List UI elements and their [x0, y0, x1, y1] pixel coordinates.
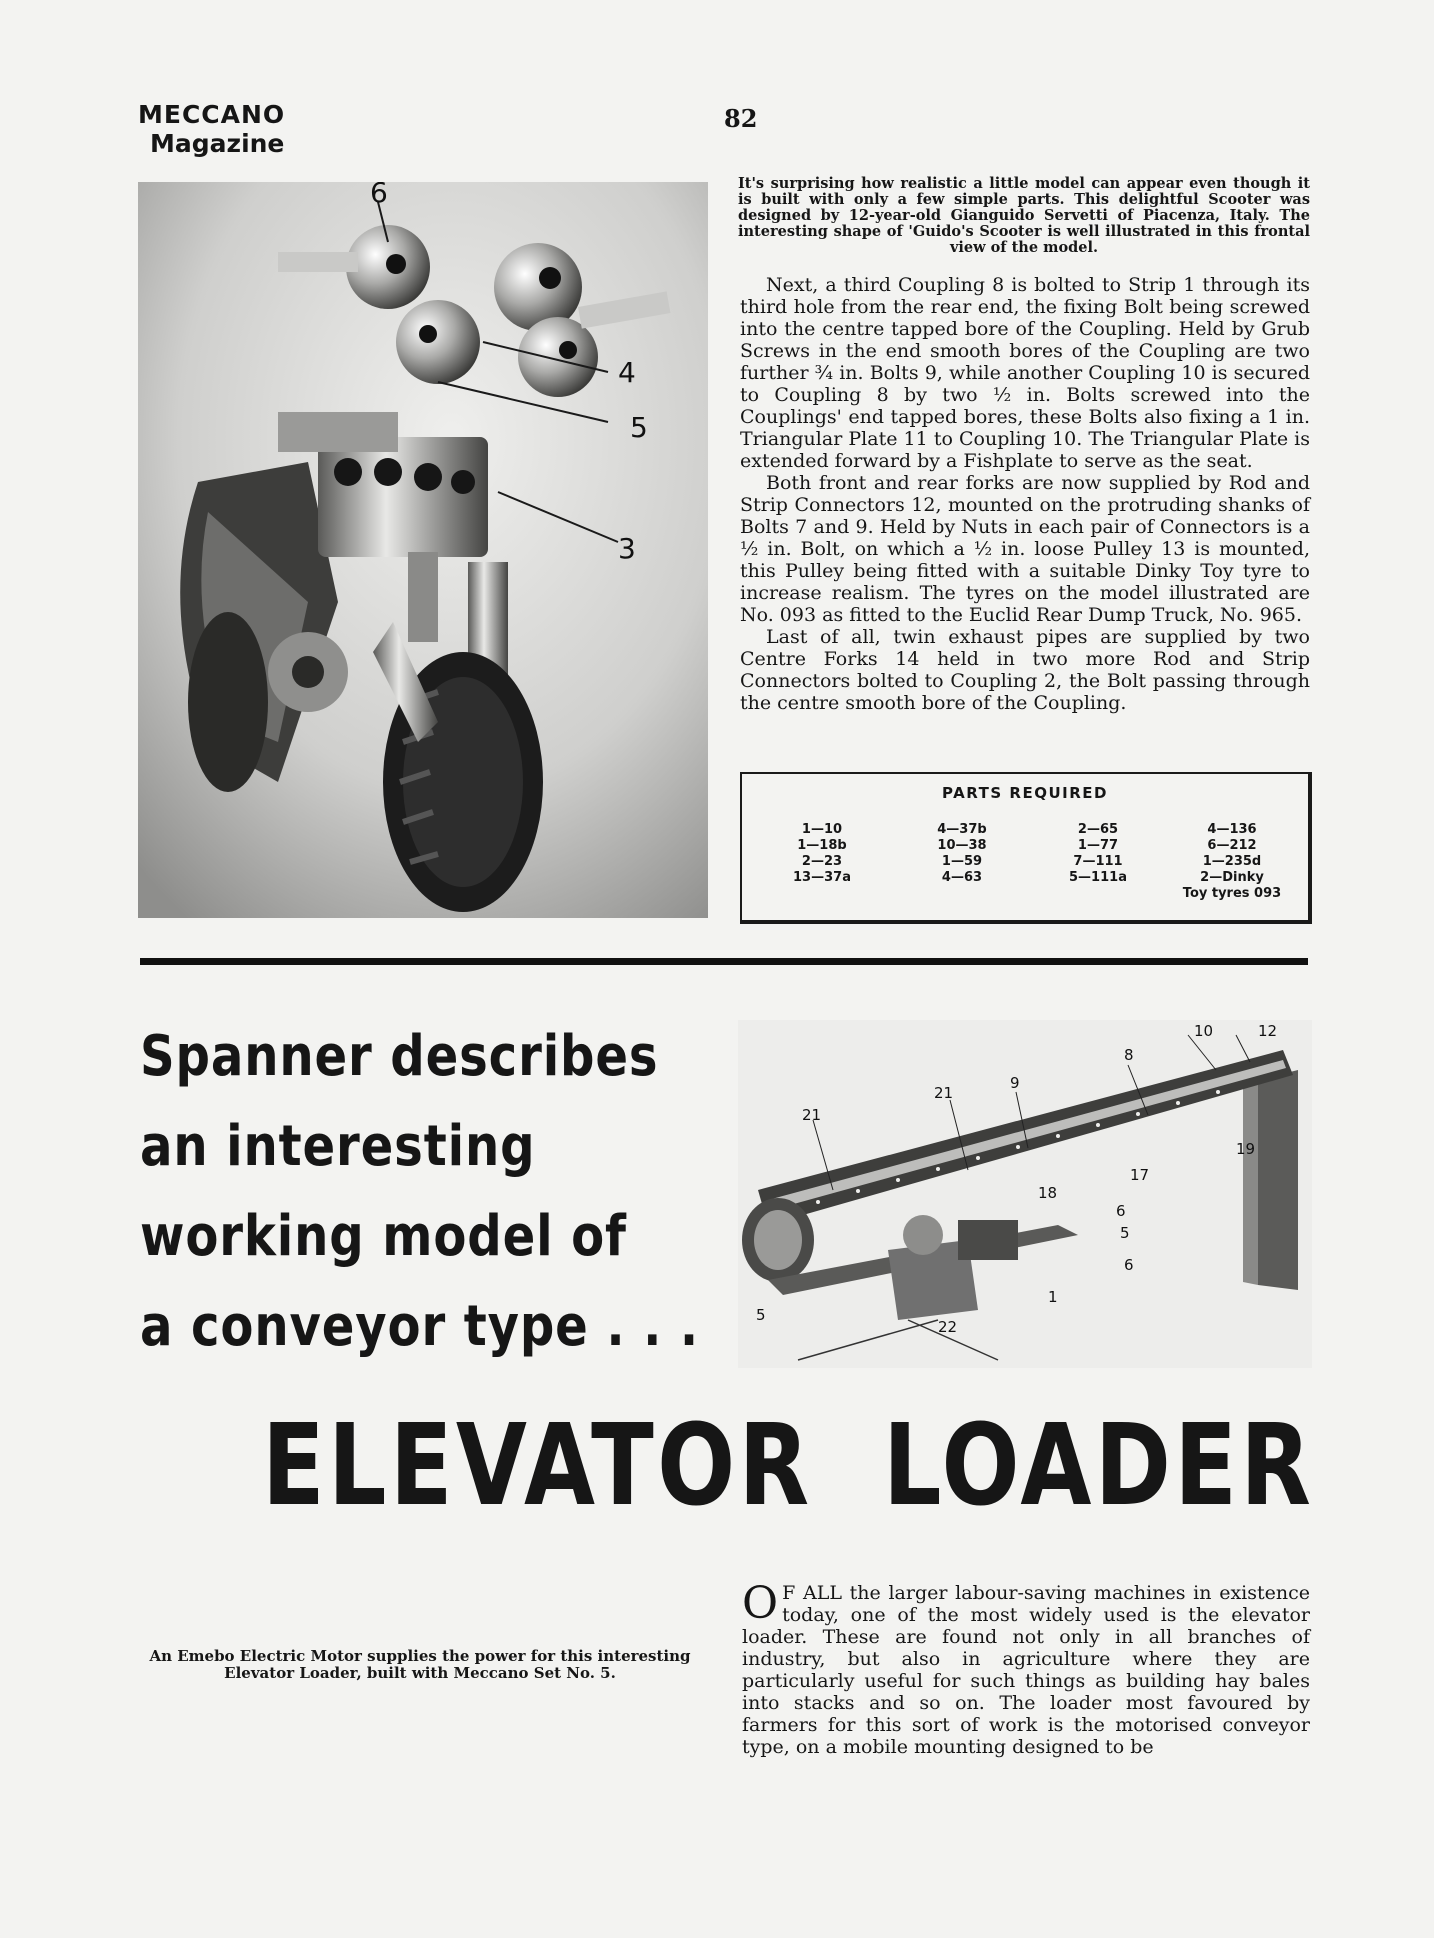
drop-cap: O [742, 1578, 779, 1629]
headline-line: working model of [140, 1204, 627, 1269]
part-entry: 13—37a [793, 870, 851, 885]
part-entry: 4—136 [1207, 822, 1257, 837]
part-entry: 4—63 [941, 870, 983, 885]
article-body [740, 274, 1310, 714]
parts-column [1058, 822, 1138, 886]
part-entry: 2—Dinky [1200, 870, 1264, 885]
intro-paragraph [742, 1578, 1310, 1758]
part-entry: 7—111 [1073, 854, 1123, 869]
scooter-label: 3 [618, 532, 636, 565]
body-paragraph: Both front and rear forks are now supplied by Rod and Strip Connectors 12, mounted on the protruding shanks of Bolts 7 and 9. Held by Nuts in each pair of Connectors is a ½ in. Bolt, on which a ½ in. loose Pulley 13 is mounted, this Pulley being fitted with a suitable Dinky Toy tyre to increase realism. The tyres on the model illustrated are No. 093 as fitted to the Euclid Rear Dump Truck, No. 965. [740, 472, 1310, 626]
masthead-title: MECCANO [138, 100, 286, 129]
conveyor-label: 12 [1258, 1022, 1278, 1040]
conveyor-label: 17 [1130, 1166, 1150, 1184]
conveyor-label: 18 [1038, 1184, 1058, 1202]
conveyor-label: 10 [1194, 1022, 1214, 1040]
conveyor-label: 19 [1236, 1140, 1256, 1158]
parts-title: PARTS REQUIRED [942, 784, 1108, 802]
conveyor-label: 6 [1116, 1202, 1126, 1220]
parts-column [1162, 822, 1302, 902]
parts-column [922, 822, 1002, 886]
conveyor-label: 6 [1124, 1256, 1134, 1274]
conveyor-label: 21 [802, 1106, 822, 1124]
scooter-label: 6 [370, 182, 388, 209]
part-entry: 5—111a [1069, 870, 1127, 885]
part-entry: 1—59 [941, 854, 983, 869]
conveyor-label: 1 [1048, 1288, 1058, 1306]
part-entry: 4—37b [937, 822, 987, 837]
conveyor-label: 5 [1120, 1224, 1130, 1242]
conveyor-caption: An Emebo Electric Motor supplies the power for this interesting Elevator Loader, built with Meccano Set No. 5. [149, 1647, 691, 1682]
conveyor-label: 8 [1124, 1046, 1134, 1064]
scooter-photo [138, 182, 708, 918]
part-entry: 1—235d [1202, 854, 1262, 869]
part-entry: 1—77 [1077, 838, 1119, 853]
intro-text: F ALL the larger labour-saving machines in existence today, one of the most widely used is the elevator loader. These are found not only in all branches of industry, but also in agriculture where they are particularly useful for such things as building hay bales into stacks and so on. The loader most favoured by farmers for this sort of work is the motorised conveyor type, on a mobile mounting designed to be [742, 1582, 1310, 1758]
section-divider [140, 958, 1308, 965]
headline-line: Spanner describes [140, 1024, 659, 1089]
scooter-caption: It's surprising how realistic a little model can appear even though it is built with only a few simple parts. This delightful Scooter was designed by 12-year-old Gianguido Servetti of Piacenza, Italy. The interesting shape of 'Guido's Scooter is well illustrated in this frontal view of the model. [738, 175, 1310, 256]
part-entry: 6—212 [1207, 838, 1257, 853]
conveyor-label: 9 [1010, 1074, 1020, 1092]
parts-required-box [740, 772, 1312, 924]
article-title: ELEVATOR LOADER [262, 1401, 1315, 1531]
parts-column [782, 822, 862, 886]
masthead [138, 100, 285, 158]
masthead-subtitle: Magazine [150, 129, 285, 158]
part-entry: 2—65 [1077, 822, 1119, 837]
headline-line: a conveyor type . . . [140, 1294, 700, 1359]
conveyor-label: 5 [756, 1306, 766, 1324]
page-number: 82 [724, 104, 758, 133]
body-paragraph: Next, a third Coupling 8 is bolted to Strip 1 through its third hole from the rear end, the fixing Bolt being screwed into the centre tapped bore of the Coupling. Held by Grub Screws in the end smooth bores of the Coupling are two further ¾ in. Bolts 9, while another Coupling 10 is secured to Coupling 8 by two ½ in. Bolts screwed into the Couplings' end tapped bores, these Bolts also fixing a 1 in. Triangular Plate 11 to Coupling 10. The Triangular Plate is extended forward by a Fishplate to serve as the seat. [740, 274, 1310, 472]
part-entry: Toy tyres 093 [1182, 886, 1282, 901]
part-entry: 1—10 [801, 822, 843, 837]
conveyor-label: 21 [934, 1084, 954, 1102]
body-paragraph: Last of all, twin exhaust pipes are supplied by two Centre Forks 14 held in two more Rod and Strip Connectors bolted to Coupling 2, the Bolt passing through the centre smooth bore of the Coupling. [740, 626, 1310, 714]
conveyor-photo [738, 1020, 1312, 1368]
part-entry: 1—18b [797, 838, 847, 853]
headline [140, 1012, 700, 1372]
scooter-label: 4 [618, 356, 636, 389]
scooter-label: 5 [630, 411, 648, 444]
conveyor-label: 22 [938, 1318, 958, 1336]
headline-line: an interesting [140, 1114, 536, 1179]
part-entry: 2—23 [801, 854, 843, 869]
part-entry: 10—38 [937, 838, 987, 853]
